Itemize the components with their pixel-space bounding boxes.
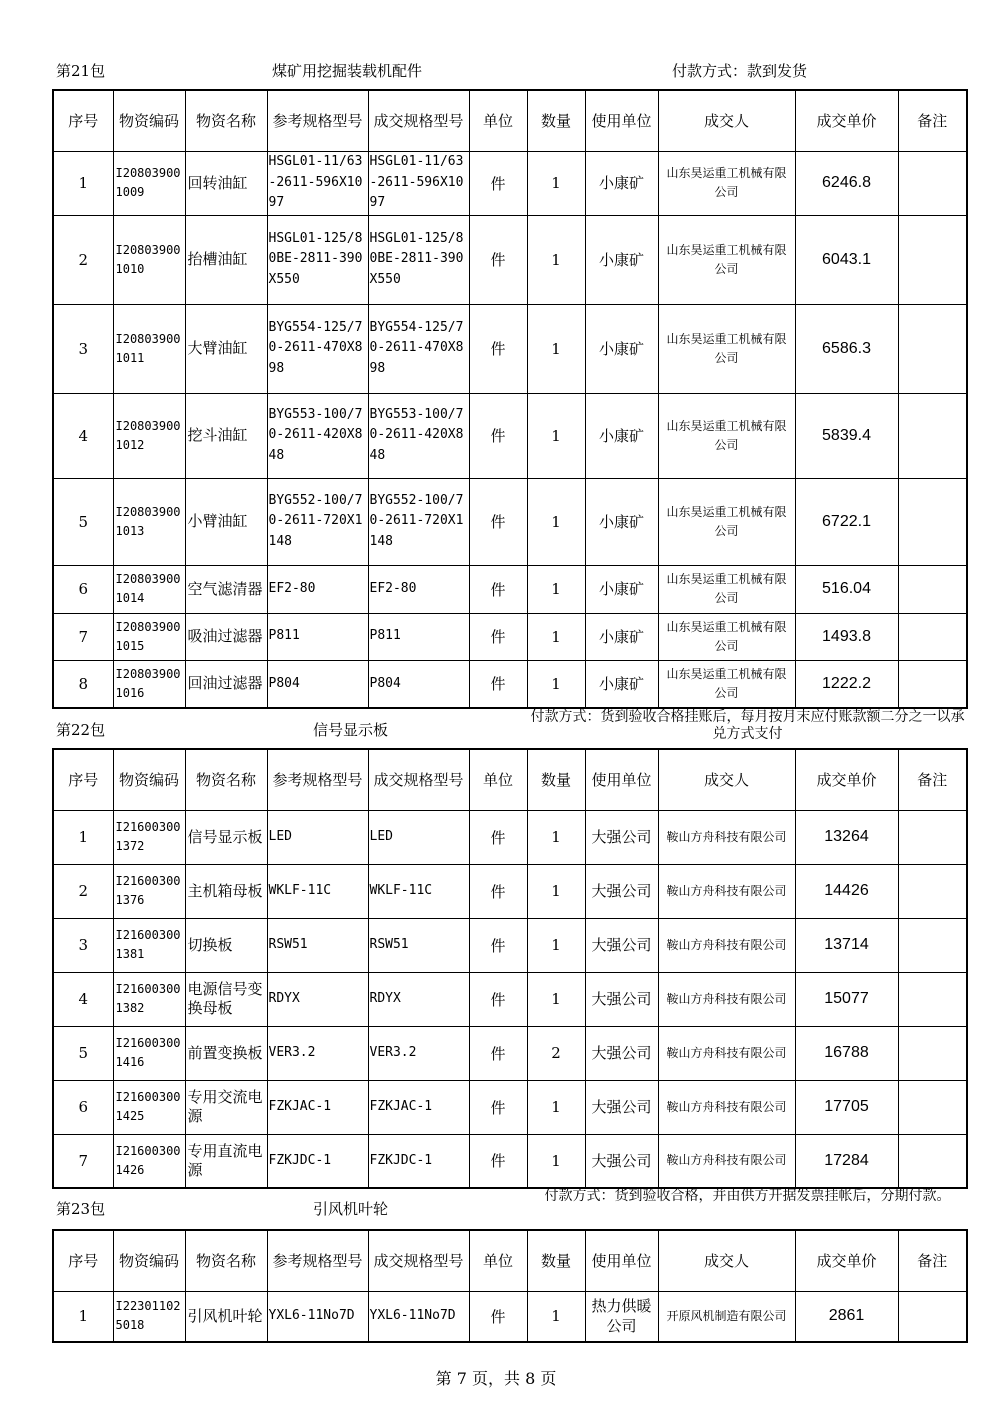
seq-cell: 4 bbox=[53, 393, 113, 478]
seq-cell: 6 bbox=[53, 1080, 113, 1134]
unit-price-cell: 1493.8 bbox=[795, 613, 898, 660]
remarks-cell bbox=[898, 151, 967, 215]
package-id: 第23包 bbox=[56, 1200, 106, 1218]
using-unit-cell: 大强公司 bbox=[585, 1134, 658, 1188]
item-code-cell: I208039001012 bbox=[113, 393, 185, 478]
column-header: 成交人 bbox=[658, 90, 795, 151]
seq-cell: 1 bbox=[53, 151, 113, 215]
column-header: 使用单位 bbox=[585, 90, 658, 151]
quantity-cell: 1 bbox=[527, 864, 585, 918]
deal-spec-cell: YXL6-11No7D bbox=[368, 1291, 469, 1342]
column-header: 成交规格型号 bbox=[368, 90, 469, 151]
unit-price-cell: 5839.4 bbox=[795, 393, 898, 478]
table-row bbox=[53, 1134, 967, 1188]
vendor-cell: 山东昊运重工机械有限公司 bbox=[658, 215, 795, 304]
item-code-cell: I216003001376 bbox=[113, 864, 185, 918]
unit-price-cell: 516.04 bbox=[795, 565, 898, 613]
unit-cell: 件 bbox=[469, 1291, 527, 1342]
deal-spec-cell: EF2-80 bbox=[368, 565, 469, 613]
deal-spec-cell: BYG552-100/70-2611-720X1148 bbox=[368, 478, 469, 565]
quantity-cell: 1 bbox=[527, 1080, 585, 1134]
header-row bbox=[53, 749, 967, 810]
vendor-cell: 鞍山方舟科技有限公司 bbox=[658, 810, 795, 864]
column-header: 序号 bbox=[53, 749, 113, 810]
column-header: 备注 bbox=[898, 1230, 967, 1291]
deal-spec-cell: RDYX bbox=[368, 972, 469, 1026]
using-unit-cell: 热力供暖公司 bbox=[585, 1291, 658, 1342]
quantity-cell: 1 bbox=[527, 660, 585, 708]
vendor-cell: 鞍山方舟科技有限公司 bbox=[658, 864, 795, 918]
item-name-cell: 回转油缸 bbox=[185, 151, 267, 215]
quantity-cell: 1 bbox=[527, 393, 585, 478]
ref-spec-cell: WKLF-11C bbox=[267, 864, 368, 918]
column-header: 成交单价 bbox=[795, 1230, 898, 1291]
ref-spec-cell: RDYX bbox=[267, 972, 368, 1026]
item-code-cell: I208039001013 bbox=[113, 478, 185, 565]
seq-cell: 4 bbox=[53, 972, 113, 1026]
column-header: 物资编码 bbox=[113, 1230, 185, 1291]
column-header: 参考规格型号 bbox=[267, 749, 368, 810]
vendor-cell: 山东昊运重工机械有限公司 bbox=[658, 613, 795, 660]
column-header: 使用单位 bbox=[585, 1230, 658, 1291]
unit-price-cell: 13264 bbox=[795, 810, 898, 864]
deal-spec-cell: FZKJAC-1 bbox=[368, 1080, 469, 1134]
vendor-cell: 山东昊运重工机械有限公司 bbox=[658, 478, 795, 565]
using-unit-cell: 小康矿 bbox=[585, 613, 658, 660]
vendor-cell: 鞍山方舟科技有限公司 bbox=[658, 972, 795, 1026]
unit-cell: 件 bbox=[469, 393, 527, 478]
ref-spec-cell: HSGL01-11/63-2611-596X1097 bbox=[267, 151, 368, 215]
seq-cell: 1 bbox=[53, 810, 113, 864]
ref-spec-cell: VER3.2 bbox=[267, 1026, 368, 1080]
deal-spec-cell: P811 bbox=[368, 613, 469, 660]
ref-spec-cell: RSW51 bbox=[267, 918, 368, 972]
seq-cell: 8 bbox=[53, 660, 113, 708]
unit-price-cell: 2861 bbox=[795, 1291, 898, 1342]
remarks-cell bbox=[898, 215, 967, 304]
seq-cell: 5 bbox=[53, 1026, 113, 1080]
unit-price-cell: 6722.1 bbox=[795, 478, 898, 565]
unit-price-cell: 14426 bbox=[795, 864, 898, 918]
column-header: 成交单价 bbox=[795, 90, 898, 151]
column-header: 成交单价 bbox=[795, 749, 898, 810]
column-header: 备注 bbox=[898, 749, 967, 810]
header-row bbox=[53, 1230, 967, 1291]
unit-price-cell: 15077 bbox=[795, 972, 898, 1026]
column-header: 使用单位 bbox=[585, 749, 658, 810]
ref-spec-cell: YXL6-11No7D bbox=[267, 1291, 368, 1342]
ref-spec-cell: BYG552-100/70-2611-720X1148 bbox=[267, 478, 368, 565]
quantity-cell: 2 bbox=[527, 1026, 585, 1080]
item-name-cell: 空气滤清器 bbox=[185, 565, 267, 613]
ref-spec-cell: EF2-80 bbox=[267, 565, 368, 613]
table-row bbox=[53, 215, 967, 304]
package-name: 引风机叶轮 bbox=[313, 1200, 389, 1218]
table-row bbox=[53, 393, 967, 478]
seq-cell: 7 bbox=[53, 1134, 113, 1188]
using-unit-cell: 小康矿 bbox=[585, 565, 658, 613]
seq-cell: 7 bbox=[53, 613, 113, 660]
ref-spec-cell: LED bbox=[267, 810, 368, 864]
table-row bbox=[53, 972, 967, 1026]
column-header: 序号 bbox=[53, 90, 113, 151]
unit-cell: 件 bbox=[469, 660, 527, 708]
item-name-cell: 专用直流电源 bbox=[185, 1134, 267, 1188]
unit-cell: 件 bbox=[469, 478, 527, 565]
remarks-cell bbox=[898, 660, 967, 708]
quantity-cell: 1 bbox=[527, 151, 585, 215]
unit-cell: 件 bbox=[469, 565, 527, 613]
item-code-cell: I216003001416 bbox=[113, 1026, 185, 1080]
quantity-cell: 1 bbox=[527, 565, 585, 613]
vendor-cell: 山东昊运重工机械有限公司 bbox=[658, 151, 795, 215]
column-header: 成交人 bbox=[658, 1230, 795, 1291]
unit-price-cell: 16788 bbox=[795, 1026, 898, 1080]
table-row bbox=[53, 613, 967, 660]
column-header: 物资名称 bbox=[185, 749, 267, 810]
quantity-cell: 1 bbox=[527, 304, 585, 393]
quantity-cell: 1 bbox=[527, 215, 585, 304]
header-row bbox=[53, 90, 967, 151]
package-name: 信号显示板 bbox=[313, 721, 389, 739]
item-code-cell: I216003001372 bbox=[113, 810, 185, 864]
vendor-cell: 鞍山方舟科技有限公司 bbox=[658, 918, 795, 972]
vendor-cell: 鞍山方舟科技有限公司 bbox=[658, 1026, 795, 1080]
unit-cell: 件 bbox=[469, 151, 527, 215]
payment-terms: 付款方式：货到验收合格，并由供方开据发票挂帐后，分期付款。 bbox=[544, 1188, 951, 1204]
unit-cell: 件 bbox=[469, 1080, 527, 1134]
using-unit-cell: 小康矿 bbox=[585, 478, 658, 565]
package-id: 第21包 bbox=[56, 62, 106, 80]
deal-spec-cell: HSGL01-125/80BE-2811-390X550 bbox=[368, 215, 469, 304]
quantity-cell: 1 bbox=[527, 613, 585, 660]
table-row bbox=[53, 864, 967, 918]
column-header: 物资名称 bbox=[185, 90, 267, 151]
vendor-cell: 鞍山方舟科技有限公司 bbox=[658, 1134, 795, 1188]
using-unit-cell: 大强公司 bbox=[585, 918, 658, 972]
item-code-cell: I216003001426 bbox=[113, 1134, 185, 1188]
item-name-cell: 信号显示板 bbox=[185, 810, 267, 864]
item-code-cell: I216003001425 bbox=[113, 1080, 185, 1134]
item-code-cell: I216003001381 bbox=[113, 918, 185, 972]
item-name-cell: 挖斗油缸 bbox=[185, 393, 267, 478]
quantity-cell: 1 bbox=[527, 478, 585, 565]
unit-cell: 件 bbox=[469, 215, 527, 304]
seq-cell: 6 bbox=[53, 565, 113, 613]
item-name-cell: 切换板 bbox=[185, 918, 267, 972]
unit-price-cell: 6586.3 bbox=[795, 304, 898, 393]
vendor-cell: 山东昊运重工机械有限公司 bbox=[658, 565, 795, 613]
deal-spec-cell: BYG554-125/70-2611-470X898 bbox=[368, 304, 469, 393]
deal-spec-cell: BYG553-100/70-2611-420X848 bbox=[368, 393, 469, 478]
item-code-cell: I223011025018 bbox=[113, 1291, 185, 1342]
quantity-cell: 1 bbox=[527, 972, 585, 1026]
deal-spec-cell: LED bbox=[368, 810, 469, 864]
using-unit-cell: 小康矿 bbox=[585, 393, 658, 478]
payment-terms: 付款方式：货到验收合格挂账后，每月按月末应付账款额二分之一以承兑方式支付 bbox=[530, 709, 965, 742]
table-row bbox=[53, 1080, 967, 1134]
unit-cell: 件 bbox=[469, 972, 527, 1026]
table-row bbox=[53, 565, 967, 613]
column-header: 备注 bbox=[898, 90, 967, 151]
table-row bbox=[53, 151, 967, 215]
table-row bbox=[53, 304, 967, 393]
unit-cell: 件 bbox=[469, 304, 527, 393]
item-code-cell: I208039001011 bbox=[113, 304, 185, 393]
unit-price-cell: 13714 bbox=[795, 918, 898, 972]
package-table bbox=[52, 748, 968, 1189]
deal-spec-cell: WKLF-11C bbox=[368, 864, 469, 918]
deal-spec-cell: FZKJDC-1 bbox=[368, 1134, 469, 1188]
table-row bbox=[53, 1026, 967, 1080]
item-name-cell: 吸油过滤器 bbox=[185, 613, 267, 660]
column-header: 物资编码 bbox=[113, 90, 185, 151]
ref-spec-cell: FZKJAC-1 bbox=[267, 1080, 368, 1134]
remarks-cell bbox=[898, 1080, 967, 1134]
item-name-cell: 电源信号变换母板 bbox=[185, 972, 267, 1026]
ref-spec-cell: P811 bbox=[267, 613, 368, 660]
item-code-cell: I208039001009 bbox=[113, 151, 185, 215]
using-unit-cell: 小康矿 bbox=[585, 151, 658, 215]
remarks-cell bbox=[898, 1134, 967, 1188]
remarks-cell bbox=[898, 1291, 967, 1342]
using-unit-cell: 大强公司 bbox=[585, 1026, 658, 1080]
quantity-cell: 1 bbox=[527, 810, 585, 864]
column-header: 数量 bbox=[527, 90, 585, 151]
deal-spec-cell: VER3.2 bbox=[368, 1026, 469, 1080]
item-name-cell: 引风机叶轮 bbox=[185, 1291, 267, 1342]
vendor-cell: 山东昊运重工机械有限公司 bbox=[658, 393, 795, 478]
using-unit-cell: 小康矿 bbox=[585, 660, 658, 708]
item-name-cell: 专用交流电源 bbox=[185, 1080, 267, 1134]
column-header: 参考规格型号 bbox=[267, 1230, 368, 1291]
remarks-cell bbox=[898, 478, 967, 565]
table-row bbox=[53, 918, 967, 972]
remarks-cell bbox=[898, 1026, 967, 1080]
column-header: 单位 bbox=[469, 749, 527, 810]
seq-cell: 2 bbox=[53, 864, 113, 918]
unit-price-cell: 17705 bbox=[795, 1080, 898, 1134]
ref-spec-cell: BYG554-125/70-2611-470X898 bbox=[267, 304, 368, 393]
vendor-cell: 山东昊运重工机械有限公司 bbox=[658, 304, 795, 393]
column-header: 数量 bbox=[527, 749, 585, 810]
item-name-cell: 主机箱母板 bbox=[185, 864, 267, 918]
item-code-cell: I216003001382 bbox=[113, 972, 185, 1026]
package-table bbox=[52, 1229, 968, 1343]
item-name-cell: 回油过滤器 bbox=[185, 660, 267, 708]
column-header: 物资名称 bbox=[185, 1230, 267, 1291]
column-header: 序号 bbox=[53, 1230, 113, 1291]
item-name-cell: 抬槽油缸 bbox=[185, 215, 267, 304]
table-row bbox=[53, 1291, 967, 1342]
using-unit-cell: 大强公司 bbox=[585, 864, 658, 918]
remarks-cell bbox=[898, 810, 967, 864]
column-header: 数量 bbox=[527, 1230, 585, 1291]
item-code-cell: I208039001016 bbox=[113, 660, 185, 708]
column-header: 单位 bbox=[469, 90, 527, 151]
using-unit-cell: 小康矿 bbox=[585, 304, 658, 393]
item-code-cell: I208039001010 bbox=[113, 215, 185, 304]
table-row bbox=[53, 660, 967, 708]
unit-cell: 件 bbox=[469, 810, 527, 864]
item-name-cell: 小臂油缸 bbox=[185, 478, 267, 565]
using-unit-cell: 小康矿 bbox=[585, 215, 658, 304]
ref-spec-cell: BYG553-100/70-2611-420X848 bbox=[267, 393, 368, 478]
payment-terms: 付款方式：款到发货 bbox=[672, 62, 808, 80]
item-name-cell: 前置变换板 bbox=[185, 1026, 267, 1080]
quantity-cell: 1 bbox=[527, 1134, 585, 1188]
column-header: 成交规格型号 bbox=[368, 749, 469, 810]
vendor-cell: 鞍山方舟科技有限公司 bbox=[658, 1080, 795, 1134]
remarks-cell bbox=[898, 918, 967, 972]
deal-spec-cell: RSW51 bbox=[368, 918, 469, 972]
seq-cell: 3 bbox=[53, 304, 113, 393]
seq-cell: 1 bbox=[53, 1291, 113, 1342]
package-table bbox=[52, 89, 968, 709]
package-id: 第22包 bbox=[56, 721, 106, 739]
unit-cell: 件 bbox=[469, 918, 527, 972]
unit-price-cell: 17284 bbox=[795, 1134, 898, 1188]
deal-spec-cell: P804 bbox=[368, 660, 469, 708]
ref-spec-cell: FZKJDC-1 bbox=[267, 1134, 368, 1188]
ref-spec-cell: HSGL01-125/80BE-2811-390X550 bbox=[267, 215, 368, 304]
remarks-cell bbox=[898, 393, 967, 478]
seq-cell: 2 bbox=[53, 215, 113, 304]
remarks-cell bbox=[898, 864, 967, 918]
remarks-cell bbox=[898, 304, 967, 393]
remarks-cell bbox=[898, 972, 967, 1026]
vendor-cell: 开原风机制造有限公司 bbox=[658, 1291, 795, 1342]
column-header: 物资编码 bbox=[113, 749, 185, 810]
unit-price-cell: 1222.2 bbox=[795, 660, 898, 708]
quantity-cell: 1 bbox=[527, 1291, 585, 1342]
item-name-cell: 大臂油缸 bbox=[185, 304, 267, 393]
table-row bbox=[53, 810, 967, 864]
column-header: 单位 bbox=[469, 1230, 527, 1291]
quantity-cell: 1 bbox=[527, 918, 585, 972]
unit-cell: 件 bbox=[469, 1134, 527, 1188]
column-header: 成交规格型号 bbox=[368, 1230, 469, 1291]
item-code-cell: I208039001015 bbox=[113, 613, 185, 660]
item-code-cell: I208039001014 bbox=[113, 565, 185, 613]
unit-cell: 件 bbox=[469, 613, 527, 660]
unit-price-cell: 6043.1 bbox=[795, 215, 898, 304]
vendor-cell: 山东昊运重工机械有限公司 bbox=[658, 660, 795, 708]
using-unit-cell: 大强公司 bbox=[585, 810, 658, 864]
ref-spec-cell: P804 bbox=[267, 660, 368, 708]
unit-price-cell: 6246.8 bbox=[795, 151, 898, 215]
deal-spec-cell: HSGL01-11/63-2611-596X1097 bbox=[368, 151, 469, 215]
column-header: 参考规格型号 bbox=[267, 90, 368, 151]
remarks-cell bbox=[898, 613, 967, 660]
using-unit-cell: 大强公司 bbox=[585, 972, 658, 1026]
table-row bbox=[53, 478, 967, 565]
seq-cell: 5 bbox=[53, 478, 113, 565]
page-footer: 第 7 页，共 8 页 bbox=[435, 1369, 557, 1388]
seq-cell: 3 bbox=[53, 918, 113, 972]
unit-cell: 件 bbox=[469, 864, 527, 918]
column-header: 成交人 bbox=[658, 749, 795, 810]
unit-cell: 件 bbox=[469, 1026, 527, 1080]
package-name: 煤矿用挖掘装载机配件 bbox=[272, 62, 423, 80]
remarks-cell bbox=[898, 565, 967, 613]
using-unit-cell: 大强公司 bbox=[585, 1080, 658, 1134]
